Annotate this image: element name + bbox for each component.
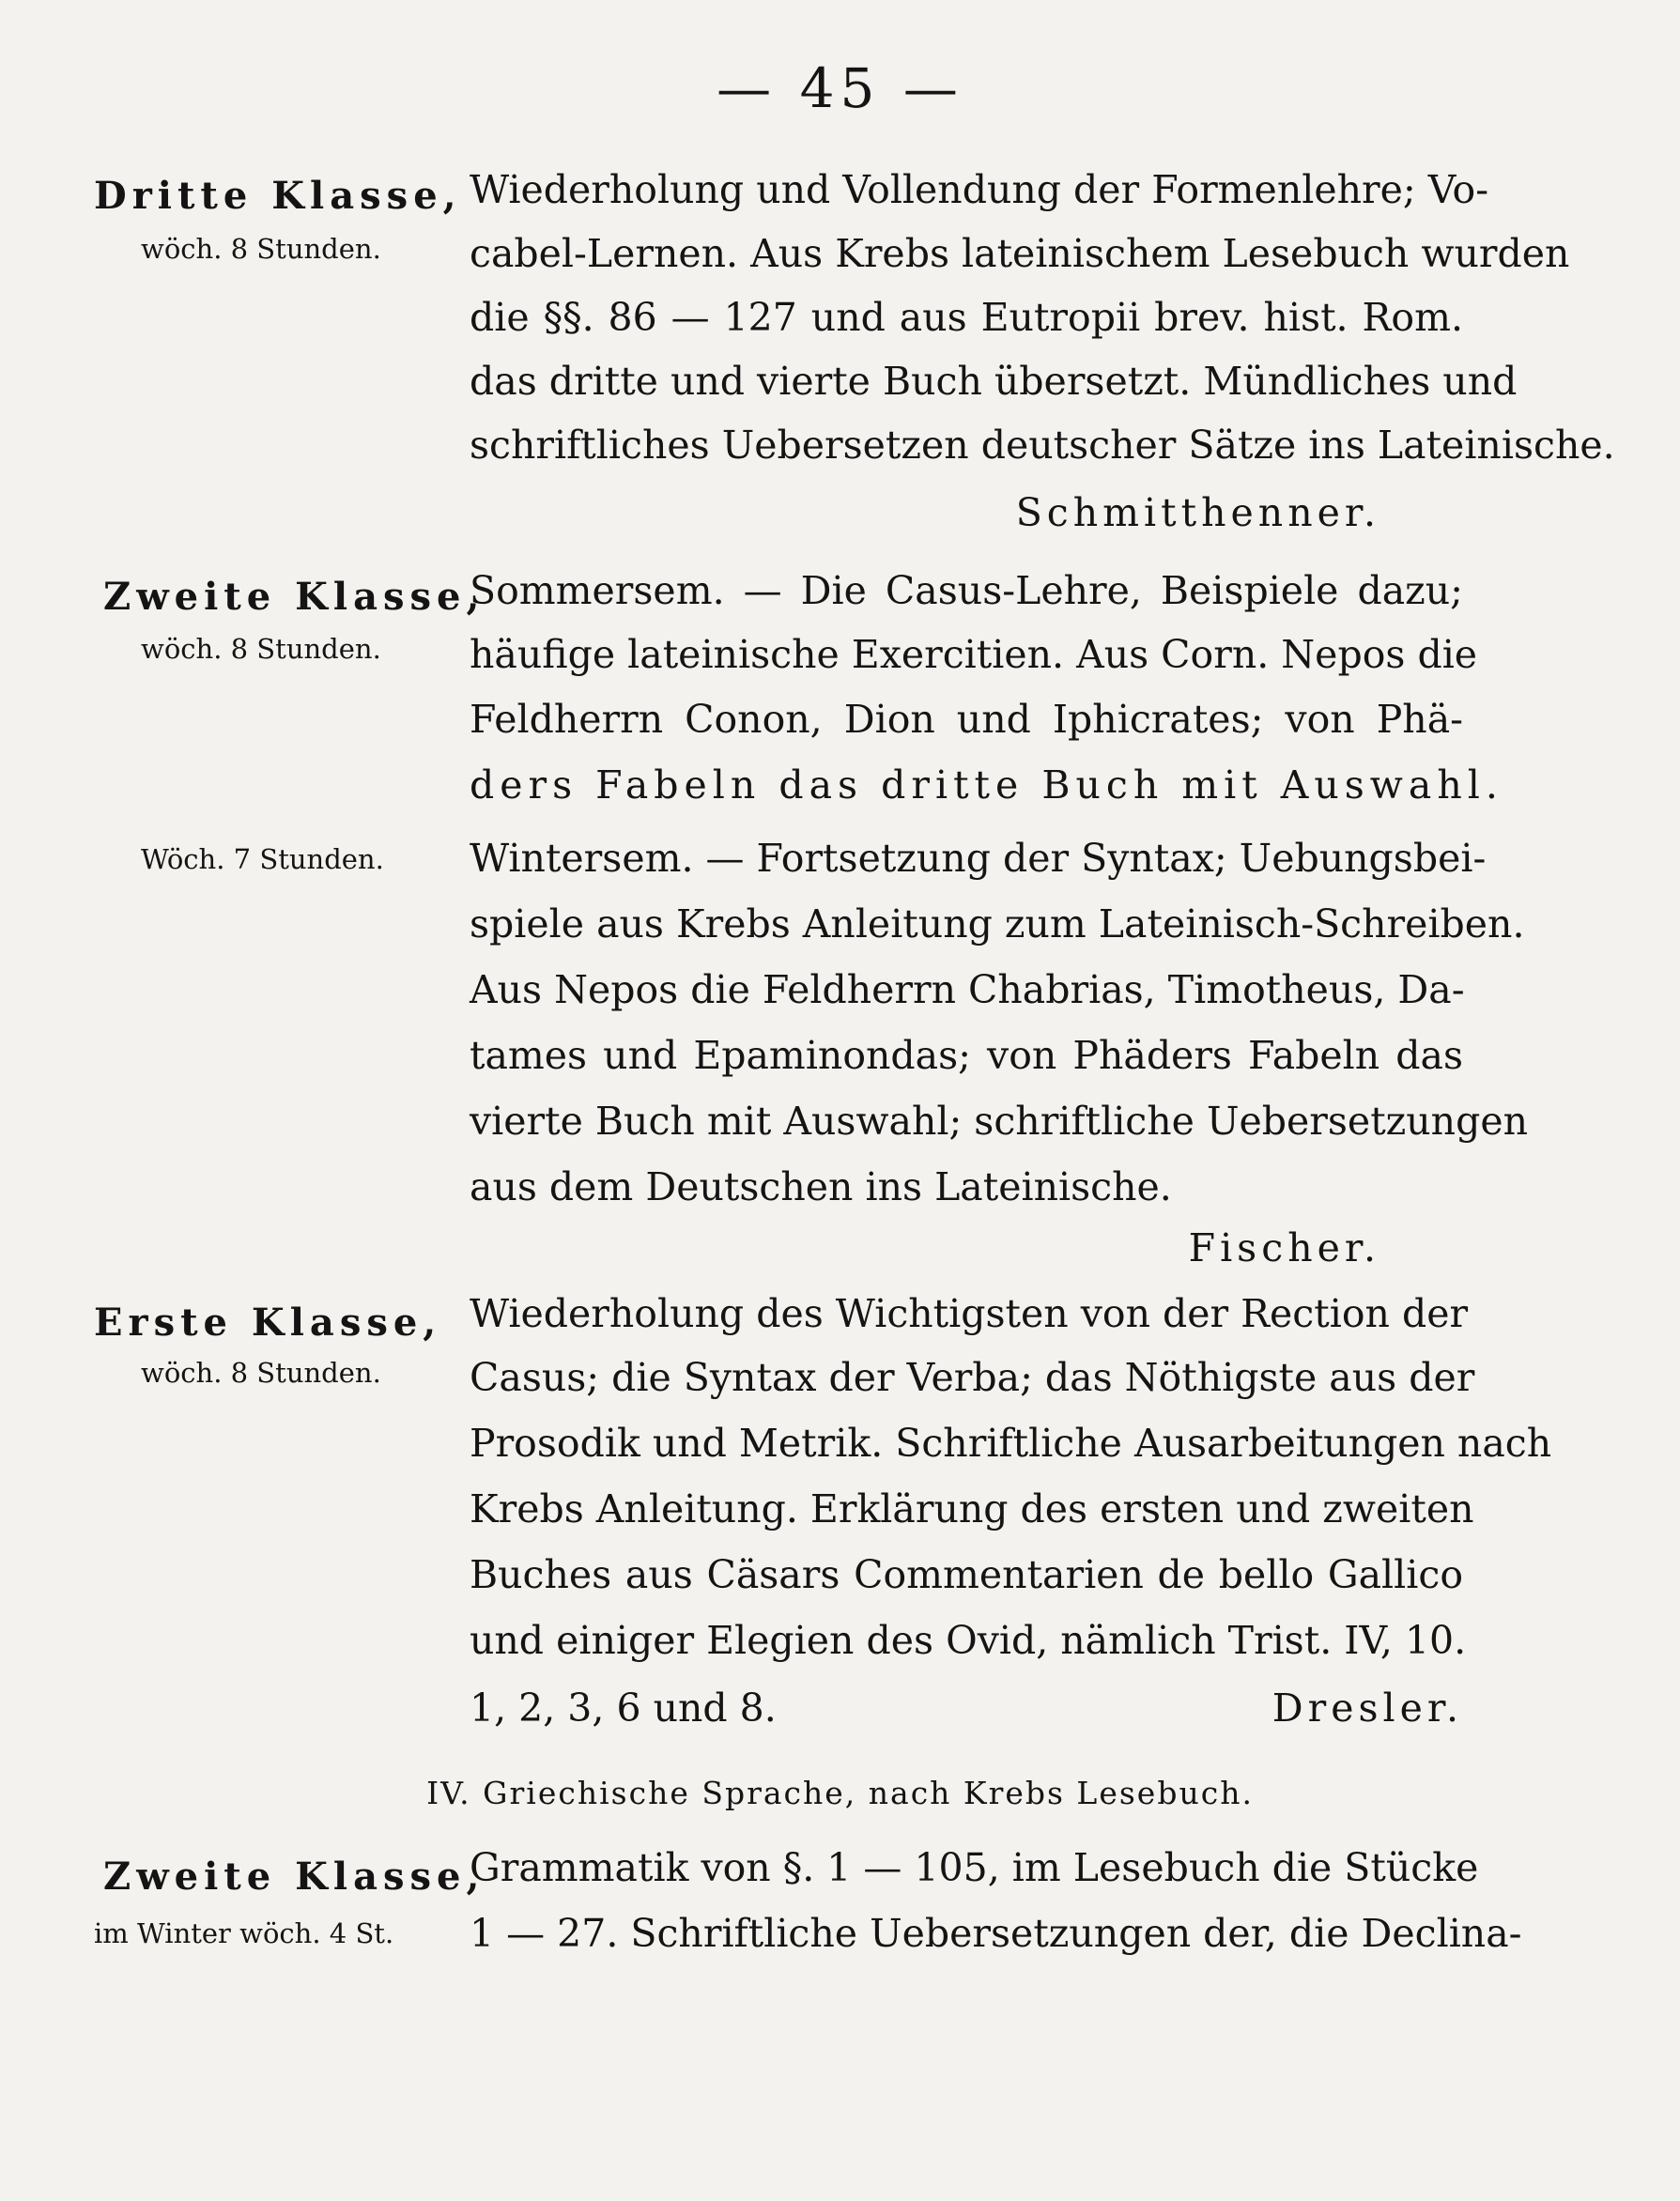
text-line: das dritte und vierte Buch übersetzt. Mündliches und	[470, 359, 1518, 404]
text-line: Krebs Anleitung. Erklärung des ersten und zweiten	[470, 1486, 1474, 1531]
teacher-signature: Schmitthenner.	[1015, 490, 1380, 535]
text-line: tames und Epaminondas; von Phäders Fabeln das	[470, 1033, 1463, 1078]
text-line: 1, 2, 3, 6 und 8.	[470, 1685, 777, 1731]
class-label: Erste Klasse,	[94, 1301, 442, 1345]
page-number: — 45 —	[717, 56, 963, 120]
class-label: Zweite Klasse,	[103, 575, 486, 619]
text-line: Feldherrn Conon, Dion und Iphicrates; von Phä-	[470, 697, 1463, 742]
class-label: Zweite Klasse,	[103, 1855, 486, 1899]
text-line: Aus Nepos die Feldherrn Chabrias, Timotheus, Da-	[470, 967, 1465, 1012]
text-line: Wiederholung des Wichtigsten von der Rection der	[470, 1291, 1469, 1336]
text-line: Grammatik von §. 1 — 105, im Lesebuch die Stücke	[470, 1845, 1479, 1890]
text-line: die §§. 86 — 127 und aus Eutropii brev. hist. Rom.	[470, 295, 1463, 340]
text-line: Prosodik und Metrik. Schriftliche Ausarbeitungen nach	[470, 1421, 1552, 1466]
text-line: 1 — 27. Schriftliche Uebersetzungen der, die Declina-	[470, 1911, 1522, 1956]
text-line: und einiger Elegien des Ovid, nämlich Trist. IV, 10.	[470, 1618, 1467, 1663]
hours-note: wöch. 8 Stunden.	[141, 1357, 381, 1389]
hours-note: wöch. 8 Stunden.	[141, 633, 381, 665]
hours-note: Wöch. 7 Stunden.	[141, 843, 384, 875]
text-line: Casus; die Syntax der Verba; das Nöthigste aus der	[470, 1355, 1475, 1400]
text-line: häufige lateinische Exercitien. Aus Corn. Nepos die	[470, 632, 1478, 677]
section-heading: IV. Griechische Sprache, nach Krebs Lesebuch.	[426, 1775, 1254, 1811]
text-line: Wintersem. — Fortsetzung der Syntax; Uebungsbei-	[470, 836, 1487, 881]
hours-note: wöch. 8 Stunden.	[141, 233, 381, 265]
text-line: Wiederholung und Vollendung der Formenlehre; Vo-	[470, 167, 1489, 212]
class-label: Dritte Klasse,	[94, 174, 462, 218]
text-line: Sommersem. — Die Casus-Lehre, Beispiele dazu;	[470, 568, 1463, 613]
text-line: Buches aus Cäsars Commentarien de bello Gallico	[470, 1552, 1463, 1597]
text-line: schriftliches Uebersetzen deutscher Sätze ins Lateinische.	[470, 423, 1615, 468]
text-line: ders Fabeln das dritte Buch mit Auswahl.	[470, 762, 1503, 808]
text-line: spiele aus Krebs Anleitung zum Lateinisch-Schreiben.	[470, 901, 1525, 947]
text-line: aus dem Deutschen ins Lateinische.	[470, 1164, 1172, 1209]
teacher-signature: Fischer.	[1188, 1225, 1380, 1270]
text-line: vierte Buch mit Auswahl; schriftliche Uebersetzungen	[470, 1099, 1528, 1144]
hours-note: im Winter wöch. 4 St.	[94, 1917, 394, 1949]
teacher-signature: Dresler.	[1272, 1685, 1463, 1731]
text-line: cabel-Lernen. Aus Krebs lateinischem Lesebuch wurden	[470, 231, 1570, 276]
